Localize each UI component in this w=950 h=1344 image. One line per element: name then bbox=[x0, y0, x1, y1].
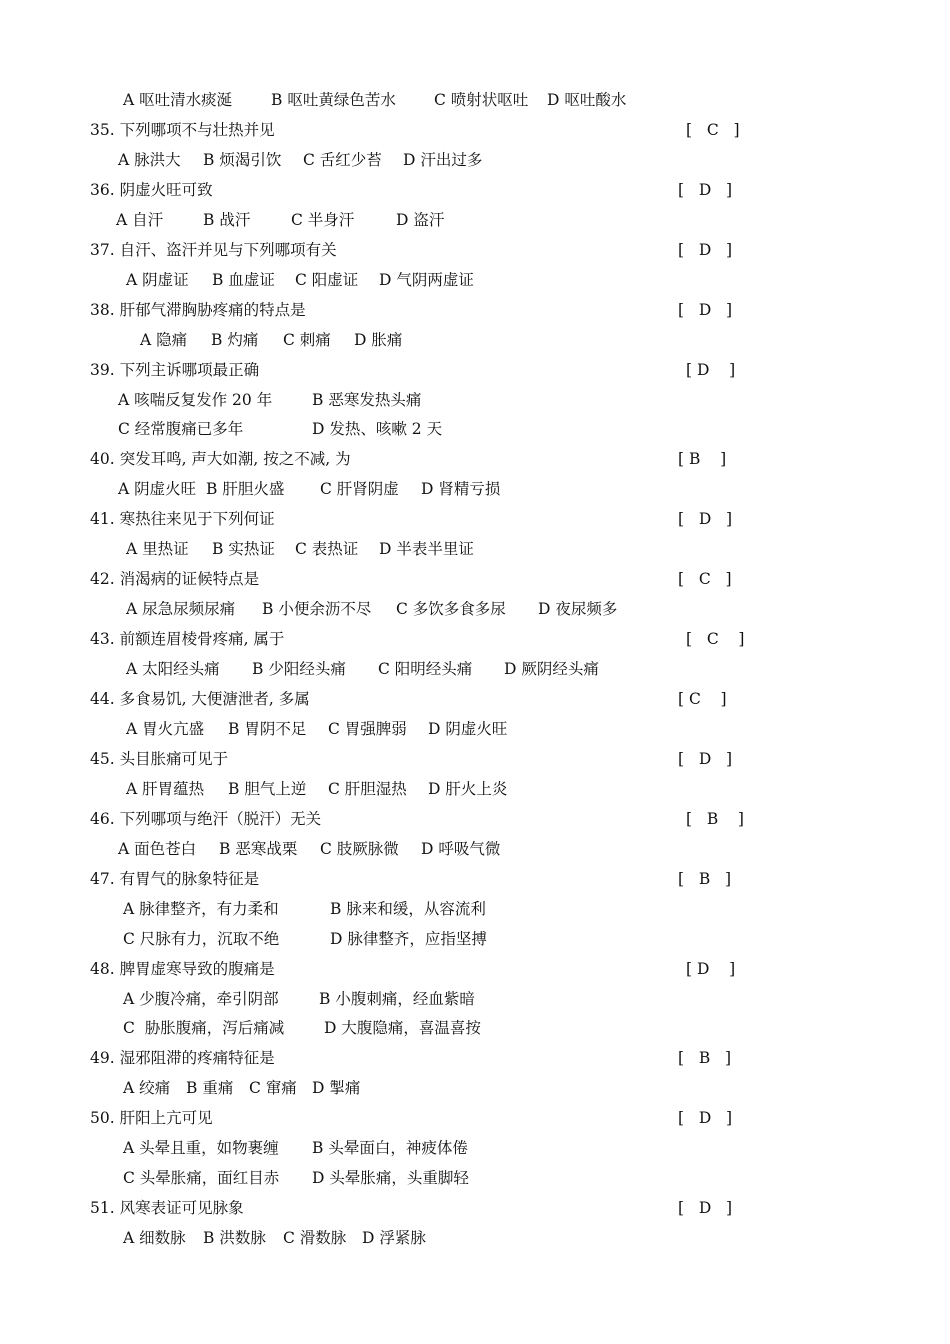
answer-option: B 小腹刺痛，经血紫暗 bbox=[319, 989, 475, 1008]
question-text: 49. 湿邪阻滞的疼痛特征是 bbox=[90, 1049, 275, 1068]
answer-bracket: [ D ] bbox=[686, 959, 736, 978]
answer-bracket: [ B ] bbox=[686, 809, 744, 828]
answer-option: C 经常腹痛已多年 bbox=[118, 420, 244, 439]
question-text: 44. 多食易饥, 大便溏泄者, 多属 bbox=[90, 690, 310, 708]
answer-option: B 洪数脉 bbox=[203, 1229, 266, 1248]
answer-option: C 头晕胀痛，面红目赤 bbox=[123, 1169, 280, 1188]
answer-option: B 重痛 bbox=[186, 1079, 234, 1098]
answer-option: C 多饮多食多尿 bbox=[396, 600, 506, 619]
answer-option: B 肝胆火盛 bbox=[206, 480, 285, 499]
answer-option: D 肾精亏损 bbox=[421, 480, 501, 499]
answer-option: D 发热、咳嗽 2 天 bbox=[312, 420, 443, 439]
answer-option: B 胆气上逆 bbox=[228, 779, 307, 798]
answer-option: C 舌红少苔 bbox=[303, 150, 382, 169]
answer-option: C 半身汗 bbox=[291, 210, 355, 229]
answer-option: B 呕吐黄绿色苦水 bbox=[271, 91, 396, 109]
answer-option: D 掣痛 bbox=[312, 1079, 361, 1098]
answer-option: C 阳虚证 bbox=[295, 270, 359, 289]
answer-option: A 绞痛 bbox=[123, 1079, 171, 1098]
answer-bracket: [ C ] bbox=[678, 570, 732, 589]
answer-option: C 阳明经头痛 bbox=[378, 660, 473, 679]
answer-option: A 脉律整齐，有力柔和 bbox=[123, 899, 279, 918]
answer-option: A 脉洪大 bbox=[118, 150, 181, 169]
question-text: 50. 肝阳上亢可见 bbox=[90, 1109, 213, 1128]
answer-option: D 盗汗 bbox=[396, 210, 445, 229]
question-text: 45. 头目胀痛可见于 bbox=[90, 749, 229, 768]
answer-bracket: [ D ] bbox=[678, 510, 733, 529]
answer-option: D 汗出过多 bbox=[403, 150, 483, 169]
answer-bracket: [ C ] bbox=[686, 630, 745, 649]
answer-option: A 面色苍白 bbox=[118, 839, 197, 858]
answer-option: D 头晕胀痛，头重脚轻 bbox=[312, 1169, 469, 1188]
answer-option: B 烦渴引饮 bbox=[203, 150, 282, 169]
answer-bracket: [ D ] bbox=[678, 1199, 733, 1218]
question-text: 35. 下列哪项不与壮热并见 bbox=[90, 120, 275, 139]
answer-option: D 呕吐酸水 bbox=[547, 91, 627, 109]
answer-option: C 尺脉有力，沉取不绝 bbox=[123, 929, 280, 948]
answer-option: B 战汗 bbox=[203, 210, 251, 229]
answer-option: A 肝胃蕴热 bbox=[126, 779, 205, 798]
answer-option: C 肝胆湿热 bbox=[328, 779, 407, 798]
answer-option: C 滑数脉 bbox=[283, 1229, 347, 1248]
answer-option: B 实热证 bbox=[212, 540, 275, 559]
answer-option: D 浮紧脉 bbox=[362, 1229, 426, 1248]
question-text: 40. 突发耳鸣, 声大如潮, 按之不减, 为 bbox=[90, 450, 351, 469]
question-text: 37. 自汗、盗汗并见与下列哪项有关 bbox=[90, 240, 337, 259]
answer-bracket: [ D ] bbox=[678, 300, 733, 319]
question-text: 38. 肝郁气滞胸胁疼痛的特点是 bbox=[90, 300, 306, 319]
answer-option: C 喷射状呕吐 bbox=[434, 91, 529, 109]
answer-bracket: [ D ] bbox=[678, 240, 733, 259]
answer-option: D 脉律整齐，应指坚搏 bbox=[330, 929, 487, 948]
answer-option: A 少腹冷痛，牵引阴部 bbox=[123, 989, 279, 1008]
answer-bracket: [ D ] bbox=[678, 180, 733, 199]
answer-option: A 细数脉 bbox=[123, 1229, 186, 1248]
answer-option: C 窜痛 bbox=[249, 1079, 297, 1098]
answer-option: A 尿急尿频尿痛 bbox=[126, 600, 236, 619]
question-text: 48. 脾胃虚寒导致的腹痛是 bbox=[90, 959, 275, 978]
answer-option: C 胁胀腹痛，泻后痛减 bbox=[123, 1019, 285, 1038]
answer-option: C 胃强脾弱 bbox=[328, 719, 407, 738]
answer-option: B 恶寒战栗 bbox=[219, 839, 298, 858]
answer-option: C 表热证 bbox=[295, 540, 359, 559]
question-text: 47. 有胃气的脉象特征是 bbox=[90, 869, 260, 888]
answer-option: D 气阴两虚证 bbox=[379, 270, 474, 289]
answer-option: D 大腹隐痛，喜温喜按 bbox=[324, 1019, 481, 1038]
answer-option: D 呼吸气微 bbox=[421, 839, 501, 858]
answer-bracket: [ C ] bbox=[678, 690, 727, 708]
answer-option: B 胃阴不足 bbox=[228, 719, 307, 738]
answer-option: D 半表半里证 bbox=[379, 540, 474, 559]
answer-bracket: [ C ] bbox=[686, 120, 740, 139]
answer-option: C 肢厥脉微 bbox=[320, 839, 399, 858]
answer-option: A 太阳经头痛 bbox=[126, 660, 220, 679]
answer-option: A 胃火亢盛 bbox=[126, 719, 205, 738]
question-text: 51. 风寒表证可见脉象 bbox=[90, 1199, 244, 1218]
question-text: 36. 阴虚火旺可致 bbox=[90, 180, 213, 199]
answer-option: B 小便余沥不尽 bbox=[262, 600, 372, 619]
answer-option: B 少阳经头痛 bbox=[252, 660, 346, 679]
answer-option: D 胀痛 bbox=[354, 330, 403, 349]
answer-option: B 灼痛 bbox=[211, 330, 259, 349]
answer-option: A 阴虚证 bbox=[126, 270, 189, 289]
question-text: 46. 下列哪项与绝汗（脱汗）无关 bbox=[90, 809, 322, 828]
answer-bracket: [ D ] bbox=[686, 360, 736, 379]
answer-bracket: [ D ] bbox=[678, 1109, 733, 1128]
answer-option: D 阴虚火旺 bbox=[428, 719, 508, 738]
question-text: 43. 前额连眉棱骨疼痛, 属于 bbox=[90, 630, 285, 649]
answer-option: B 血虚证 bbox=[212, 270, 275, 289]
answer-option: A 头晕且重，如物裹缠 bbox=[123, 1139, 279, 1158]
answer-bracket: [ B ] bbox=[678, 450, 727, 469]
answer-option: A 咳喘反复发作 20 年 bbox=[118, 390, 273, 409]
question-text: 39. 下列主诉哪项最正确 bbox=[90, 360, 260, 379]
answer-option: A 呕吐清水痰涎 bbox=[123, 91, 233, 109]
answer-option: C 刺痛 bbox=[283, 330, 331, 349]
answer-option: B 脉来和缓，从容流利 bbox=[330, 899, 486, 918]
question-text: 41. 寒热往来见于下列何证 bbox=[90, 510, 275, 529]
answer-bracket: [ D ] bbox=[678, 749, 733, 768]
answer-option: A 里热证 bbox=[126, 540, 189, 559]
answer-option: B 头晕面白，神疲体倦 bbox=[312, 1139, 468, 1158]
answer-option: D 肝火上炎 bbox=[428, 779, 508, 798]
answer-bracket: [ B ] bbox=[678, 869, 732, 888]
answer-option: B 恶寒发热头痛 bbox=[312, 390, 422, 409]
answer-option: D 厥阴经头痛 bbox=[504, 660, 599, 679]
answer-option: A 阴虚火旺 bbox=[118, 480, 197, 499]
question-text: 42. 消渴病的证候特点是 bbox=[90, 570, 260, 589]
answer-option: D 夜尿频多 bbox=[538, 600, 618, 619]
answer-bracket: [ B ] bbox=[678, 1049, 732, 1068]
answer-option: C 肝肾阴虚 bbox=[320, 480, 399, 499]
answer-option: A 自汗 bbox=[116, 210, 164, 229]
answer-option: A 隐痛 bbox=[140, 330, 188, 349]
